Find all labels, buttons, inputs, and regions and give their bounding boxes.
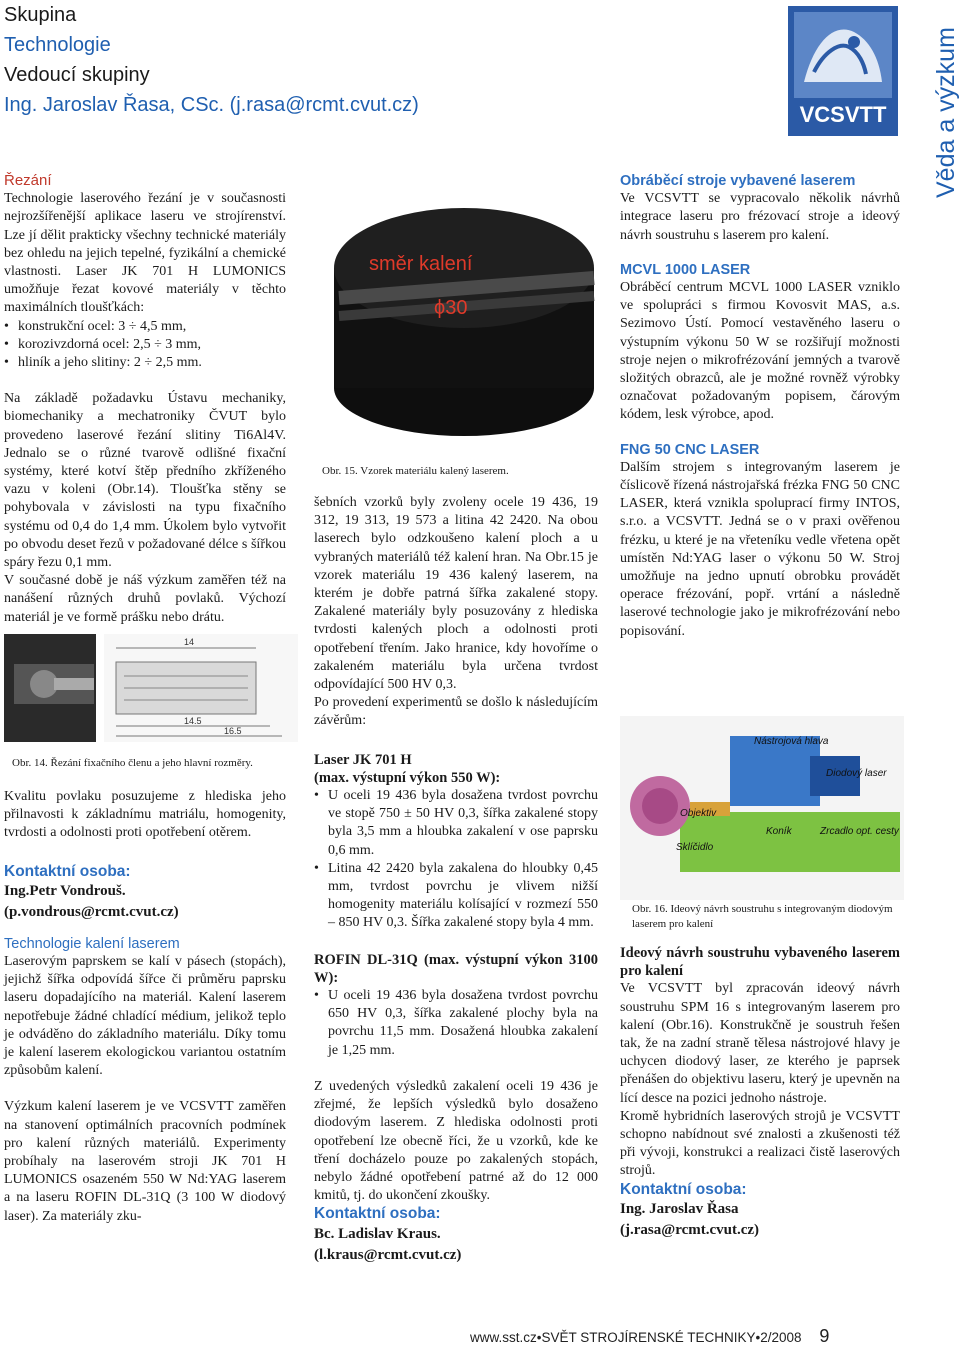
- rofin-results: [314, 987, 598, 1060]
- jk-title: Laser JK 701 H: [314, 751, 412, 768]
- fig16-label-laser: Diodový laser: [826, 768, 887, 779]
- heading-obrabeci-stroje: Obráběcí stroje vybavené laserem: [620, 173, 856, 189]
- column-1-top: [4, 172, 286, 627]
- footer-publication: www.sst.cz•SVĚT STROJÍRENSKÉ TECHNIKY•2/2008: [470, 1330, 802, 1345]
- paragraph-hybridni: Kromě hybridních laserových strojů je VCSVTT schopno nabídnout své znalosti a zkušenosti též při vývoji, konstrukci a realizaci čistě laserových strojů.: [620, 1108, 900, 1179]
- dim-14-5: 14.5: [184, 716, 202, 726]
- rezani-paragraph-2: Na základě požadavku Ústavu mechaniky, biomechaniky a mechatroniky ČVUT bylo provedeno laserové řezání slitiny Ti6Al4V. Jednalo se o různé tvarově odlišné fixační systémy, které kotví štěp předního zkříženého vazu v koleni (Obr.14). Tloušťka stěny se pohybovala v závislosti na typu fixačního systému od 0,4 do 1,4 mm. Úkolem bylo vytvořit po obvodu deset řezů v požadované délce s šířkou spáry řezu 0,1 mm.: [4, 391, 286, 571]
- page-footer: [470, 1326, 829, 1347]
- contact-email: (j.rasa@rcmt.cvut.cz): [620, 1221, 760, 1238]
- contact-label: Kontaktní osoba:: [620, 1180, 747, 1198]
- kaleni-paragraph-2: Výzkum kalení laserem je ve VCSVTT zaměřen na stanovení optimálních pracovních podmínek pro kalení různých materiálů. Experimenty probíhaly na laserovém stroji JK 701 H LUMONICS osazeném 550 W Nd:YAG laserem a na laseru ROFIN DL-31Q (3 100 W diodový laser). Za materiály zku-: [4, 1099, 286, 1224]
- paragraph-navrhy: Ve VCSVTT se vypracovalo několik návrhů integrace laseru pro frézovací stroje a ideový návrh soustruhu s laserem pro kalení.: [620, 191, 900, 243]
- paragraph-vysledky: Z uvedených výsledků zakalení oceli 19 436 je zřejmé, že lepších výsledků bylo dosaženo diodovým laserem. Z hlediska odolnosti proti opotřebení lze obecně říci, že u vzorků, kde ke tření docházelo pouze po zakalených stopách, nebylo žádné opotřebení patrné až do 12 000 kmitů, tj. do ukončení zkoušky.: [314, 1078, 598, 1204]
- heading-mcvl: MCVL 1000 LASER: [620, 261, 751, 278]
- figure-14-caption: Obr. 14. Řezání fixačního členu a jeho hlavní rozměry.: [12, 757, 253, 769]
- contact-label: Kontaktní osoba:: [314, 1205, 441, 1223]
- fig15-diameter-label: ϕ30: [434, 297, 468, 319]
- header-leader-label: Vedoucí skupiny: [4, 64, 150, 86]
- column-3-top: [620, 172, 900, 641]
- list-item: • hliník a jeho slitiny: 2 ÷ 2,5 mm.: [4, 354, 286, 372]
- figure-16-caption: Obr. 16. Ideový návrh soustruhu s integrovaným diodovým laserem pro kalení: [632, 903, 893, 930]
- logo-text: VCSVTT: [799, 102, 887, 127]
- fig15-direction-label: směr kalení: [369, 253, 473, 275]
- kaleni-paragraph-1: Laserovým paprskem se kalí v pásech (stopách), jejichž šířka odpovídá šířce či průměru paprsku laseru dopadajícího na materiál. Kalení laserem nepotřebuje žádné chladící médium, jelikož teplo je odváděno do základního materiálu. Díky tomu je kalení laserem ekologickou variantou ostatním způsobům kalení.: [4, 954, 286, 1079]
- list-item: • U oceli 19 436 byla dosažena tvrdost povrchu 650 HV 0,3, šířka zakalené plochy byla na povrchu 11,5 mm. Dosažená hloubka zakalení je 1,25 mm.: [314, 987, 598, 1060]
- column-3-bottom: [620, 944, 900, 1241]
- paragraph-soustruh: Ve VCSVTT byl zpracován ideový návrh soustruhu SPM 16 s integrovaným laserem pro kalení (Obr.16). Konstrukčně je soustruh řešen tak, že na zadní straně tělesa nástrojové hlavy je uchycen diodový laser, ze kterého je paprsek přenášen do objektivu laseru, který je upevněn na lící desce na pozici jednoho nástroje.: [620, 981, 900, 1106]
- group-header: [4, 0, 419, 120]
- heading-fng: FNG 50 CNC LASER: [620, 441, 760, 458]
- paragraph-zavery: Po provedení experimentů se došlo k následujícím závěrům:: [314, 695, 598, 729]
- heading-soustruh: Ideový návrh soustruhu vybaveného laserem pro kalení: [620, 945, 900, 980]
- contact-email: (p.vondrous@rcmt.cvut.cz): [4, 903, 179, 920]
- figure-16: [620, 716, 904, 900]
- contact-label: Kontaktní osoba:: [4, 862, 131, 880]
- figure-16-image: [620, 716, 904, 900]
- contact-name: Ing.Petr Vondrouš.: [4, 882, 126, 899]
- column-2: [314, 494, 598, 1266]
- heading-kaleni: Technologie kalení laserem: [4, 935, 180, 952]
- dim-14: 14: [184, 637, 195, 647]
- figure-15: [314, 188, 608, 460]
- list-item: • konstrukční ocel: 3 ÷ 4,5 mm,: [4, 318, 286, 336]
- list-item: • korozivzdorná ocel: 2,5 ÷ 3 mm,: [4, 336, 286, 354]
- list-item: • U oceli 19 436 byla dosažena tvrdost povrchu ve stopě 750 ± 50 HV 0,3, šířka zakalené stopy byla 3,5 mm a hloubka zakalení v ose paprsku 0,6 mm.: [314, 787, 598, 860]
- fig16-label-objektiv: Objektiv: [680, 808, 717, 819]
- paragraph-vzorky: šebních vzorků byly zvoleny ocele 19 436, 19 312, 19 313, 19 573 a litina 42 2420. Na obou laserech bylo odzkoušeno kalení ploch a u vybraných materiálů též kalení hran. Na Obr.15 je vzorek materiálu 19 436 kalený laserem, na kterém je dobře patrná šířka zakalené stopy. Zakalené materiály byly posuzovány z hlediska tvrdosti kalených ploch a odolnosti proti opotřebení třením. Jako hranice, kdy hovoříme o zakaleném materiálu byla určena tvrdost odpovídající 500 HV 0,3.: [314, 495, 598, 693]
- paragraph-mcvl: Obráběcí centrum MCVL 1000 LASER vzniklo ve spolupráci s firmou Kovosvit MAS, a.s. Sezimovo Ústí. Pomocí vestavěného laseru o výstupním výkonu 50 W se rozšiřují možnosti stroje nejen o mikrofrézování jemných a tvarově složitých obrazců, ale je možné rovněž výrobky označovat požadovaným popisem, čárovým kódem, lesk výrobce, apod.: [620, 280, 900, 423]
- paragraph-kvalita: Kvalitu povlaku posuzujeme z hlediska jeho přilnavosti k základnímu matriálu, homogenity, tvrdosti a odolnosti proti opotřebení otěrem.: [4, 789, 286, 841]
- column-1-bottom: [4, 788, 286, 1226]
- rezani-intro: Technologie laserového řezání je v současnosti nejrozšířenější aplikace laseru ve strojírenství. Lze jí dělit prakticky všechny technické materiály bez ohledu na jejich tepelné, fyzikální a chemické vlastnosti. Laser JK 701 H LUMONICS umožňuje řezat kovové materiály v těchto maximálních tloušťkách:: [4, 191, 286, 316]
- contact-name: Bc. Ladislav Kraus.: [314, 1225, 441, 1242]
- header-group: Skupina: [4, 4, 77, 26]
- contact-name: Ing. Jaroslav Řasa: [620, 1200, 739, 1217]
- heading-rezani: Řezání: [4, 172, 52, 189]
- fig16-label-head: Nástrojová hlava: [754, 736, 829, 747]
- rofin-title: ROFIN DL-31Q (max. výstupní výkon 3100 W):: [314, 951, 598, 986]
- figure-14-image: [4, 634, 298, 742]
- header-technology: Technologie: [4, 34, 111, 56]
- page-number: 9: [819, 1326, 830, 1346]
- jk-subtitle: (max. výstupní výkon 550 W):: [314, 769, 501, 786]
- header-leader-name: Ing. Jaroslav Řasa, CSc. (j.rasa@rcmt.cvut.cz): [4, 94, 419, 116]
- contact-email: (l.kraus@rcmt.cvut.cz): [314, 1246, 462, 1263]
- dim-16-5: 16.5: [224, 726, 242, 736]
- figure-15-caption: Obr. 15. Vzorek materiálu kalený laserem.: [322, 465, 509, 477]
- vcsvtt-logo: [788, 6, 898, 136]
- figure-14: [4, 634, 298, 742]
- paragraph-fng: Dalším strojem s integrovaným laserem je číslicově řízená nástrojařská frézka FNG 50 CNC LASER, která vznikla spoluprací firmy INTOS, s.r.o. a VCSVTT. Jedná se o v praxi ověřenou frézku, u které je na vřeteníku vedle vřetena opět umístěn Nd:YAG laser o výkonu 50 W. Stroj umožňuje na jedno upnutí obrobku provádět operace frézování, popř. vrtání a následně laserové technologie jako je mikrofrézování nebo popisování.: [620, 459, 900, 639]
- jk-results: [314, 787, 598, 933]
- list-item: • Litina 42 2420 byla zakalena do hloubky 0,45 mm, tvrdost povrchu je vlivem nižší homogenity materiálu kolísající v rozmezí 550 – 850 HV 0,3. Šířka zakalené stopy byla 4 mm.: [314, 860, 598, 933]
- figure-15-image: [314, 188, 608, 460]
- thickness-list: [4, 318, 286, 373]
- fig16-label-zrcadlo: Zrcadlo opt. cesty: [820, 826, 899, 837]
- logo-emblem: [794, 12, 892, 98]
- fig16-label-konik: Koník: [766, 826, 792, 837]
- side-section-title: Věda a výzkum: [932, 27, 960, 198]
- rezani-paragraph-3: V současné době je náš výzkum zaměřen též na nanášení různých druhů povlaků. Výchozí materiál je ve formě prášku nebo drátu.: [4, 573, 286, 625]
- fig16-label-sklicidlo: Sklíčidlo: [676, 842, 714, 853]
